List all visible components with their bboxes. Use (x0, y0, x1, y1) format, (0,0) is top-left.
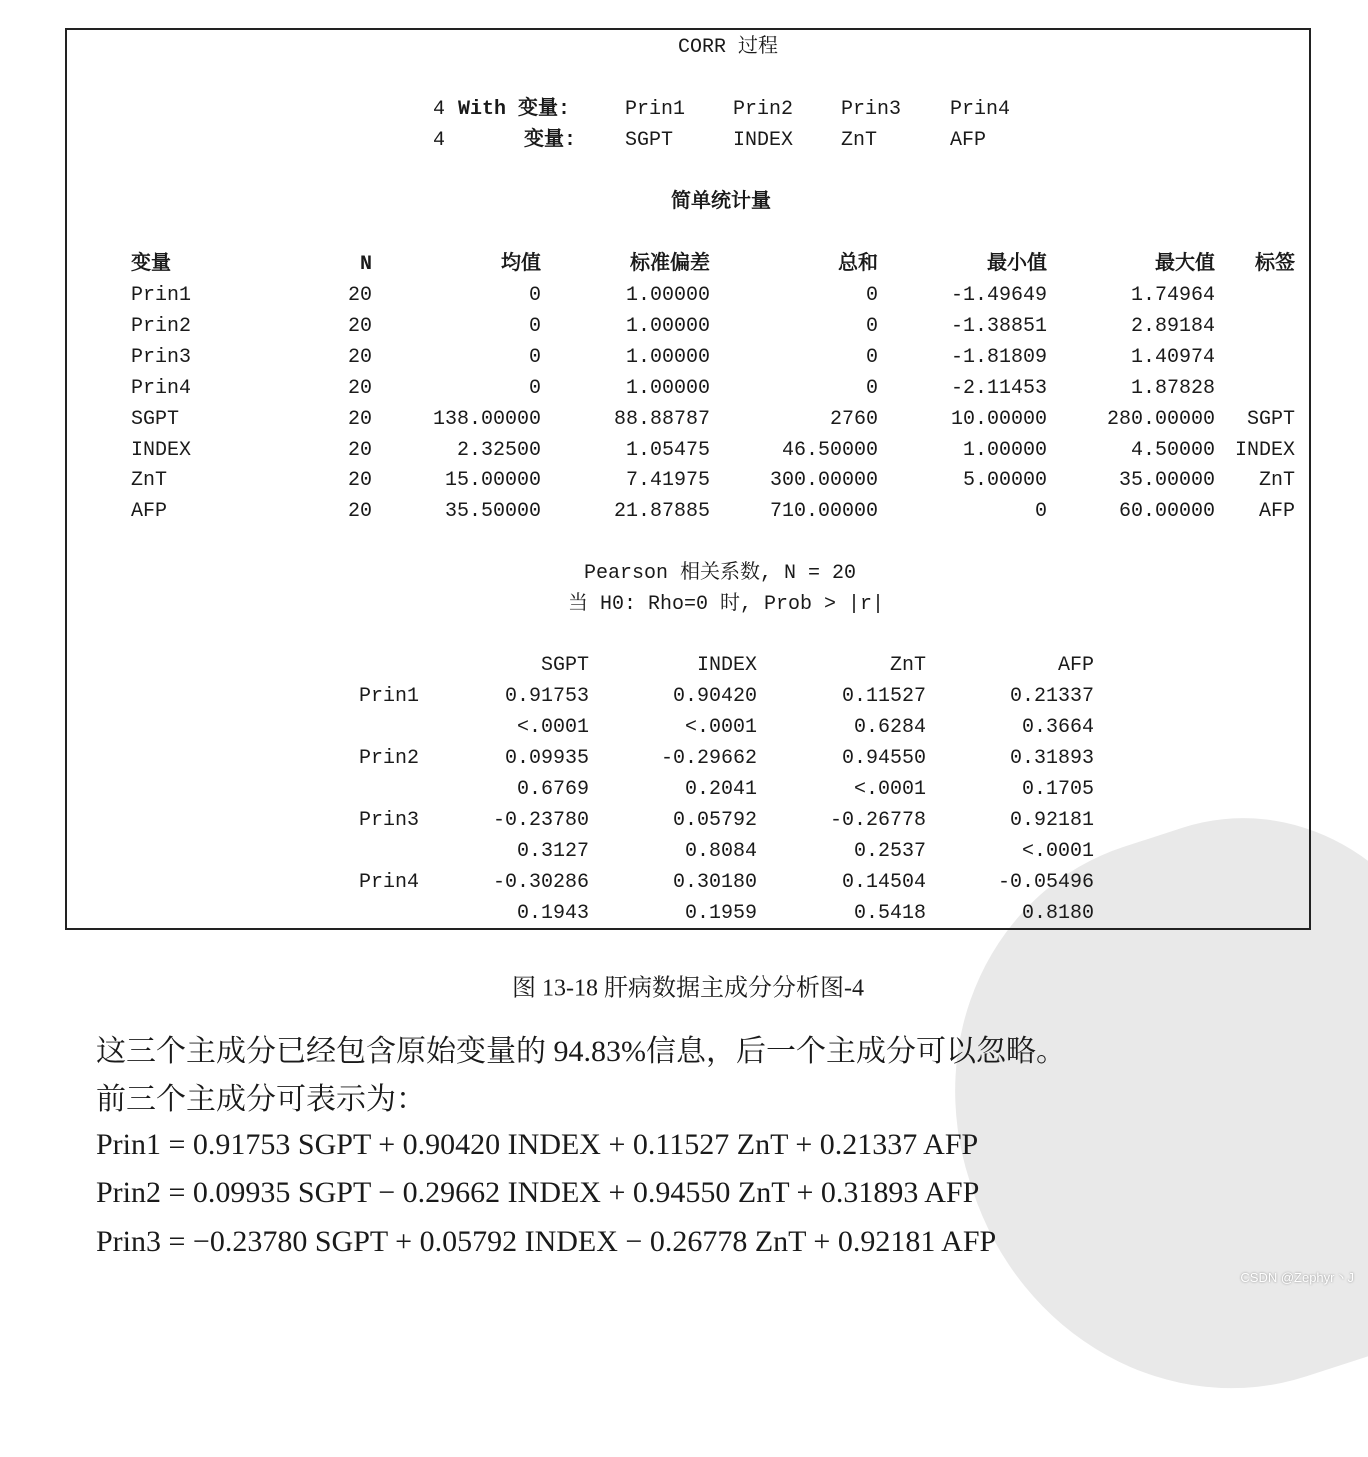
p-value-cell: 0.2537 (853, 840, 926, 863)
with-var: Prin2 (733, 98, 794, 121)
p-value-cell: <.0001 (1021, 840, 1094, 863)
stats-cell: 1.00000 (625, 314, 710, 338)
pearson-row-label: Prin2 (359, 747, 420, 770)
stats-cell: 15.00000 (444, 469, 541, 493)
stats-cell: Prin3 (131, 345, 192, 369)
stats-cell: 20 (347, 284, 372, 307)
with-var: Prin4 (950, 98, 1011, 121)
stats-header: 标签 (1255, 253, 1295, 276)
stats-cell: 0 (865, 314, 878, 338)
var-count: 4 (433, 129, 446, 152)
p-value-cell: 0.1959 (684, 902, 757, 925)
correlation-cell: -0.26778 (829, 809, 926, 832)
stats-cell: 35.00000 (1118, 469, 1215, 493)
pearson-subtitle: 当 H0: Rho=0 时, Prob > |r| (567, 593, 885, 616)
equation-prin3: Prin3 = −0.23780 SGPT + 0.05792 INDEX − 0.26778 ZnT + 0.92181 AFP (96, 1225, 997, 1258)
pearson-title: Pearson 相关系数, N = 20 (583, 562, 857, 585)
correlation-cell: -0.29662 (660, 747, 757, 770)
stats-header: 变量 (131, 253, 171, 276)
correlation-cell: 0.14504 (841, 871, 926, 894)
pearson-header: AFP (1057, 654, 1094, 677)
stats-header: 总和 (838, 253, 878, 276)
correlation-cell: -0.05496 (997, 871, 1094, 894)
pearson-header: INDEX (696, 654, 757, 677)
stats-cell: 20 (347, 376, 372, 400)
stats-cell: 138.00000 (432, 407, 541, 431)
stats-cell: 1.40974 (1130, 345, 1215, 369)
var-name: INDEX (733, 129, 794, 152)
stats-cell: 20 (347, 345, 372, 369)
stats-header: 标准偏差 (630, 253, 710, 276)
stats-cell: 280.00000 (1106, 407, 1215, 431)
stats-header: N (359, 253, 372, 276)
credit-label: CSDN @Zephyr丶J (1240, 1270, 1354, 1285)
stats-cell: ZnT (131, 469, 168, 493)
stats-cell: 1.00000 (625, 345, 710, 369)
stats-cell: -1.38851 (950, 314, 1047, 338)
correlation-cell: -0.23780 (492, 809, 589, 832)
body-line: 这三个主成分已经包含原始变量的 94.83%信息，后一个主成分可以忽略。 (96, 1035, 1066, 1068)
var-name: ZnT (841, 129, 878, 152)
pearson-row-label: Prin1 (359, 685, 420, 708)
stats-cell: 2.89184 (1130, 314, 1215, 338)
stats-cell: 1.00000 (962, 438, 1047, 462)
var-name: SGPT (625, 129, 674, 152)
stats-cell: SGPT (131, 407, 180, 431)
stats-cell: 0 (1034, 500, 1047, 524)
correlation-cell: 0.92181 (1009, 809, 1094, 832)
p-value-cell: 0.1943 (516, 902, 589, 925)
stats-cell: 0 (865, 376, 878, 400)
with-var: Prin1 (625, 98, 686, 121)
stats-cell: 21.87885 (613, 500, 710, 524)
p-value-cell: 0.6769 (516, 778, 589, 801)
stats-cell: 0 (528, 314, 541, 338)
stats-cell: 1.74964 (1130, 284, 1215, 307)
stats-header: 均值 (501, 253, 541, 276)
stats-cell: 2.32500 (456, 438, 541, 462)
stats-cell: 20 (347, 438, 372, 462)
var-name: AFP (950, 129, 987, 152)
stats-cell: 20 (347, 500, 372, 524)
stats-cell: 0 (528, 376, 541, 400)
stats-cell: 4.50000 (1130, 438, 1215, 462)
p-value-cell: <.0001 (684, 716, 757, 739)
stats-cell: 0 (528, 284, 541, 307)
stats-cell: 7.41975 (625, 469, 710, 493)
figure-caption: 图 13-18 肝病数据主成分分析图-4 (512, 975, 864, 1002)
correlation-cell: 0.05792 (672, 809, 757, 832)
stats-cell: 35.50000 (444, 500, 541, 524)
stats-cell: Prin1 (131, 284, 192, 307)
body-line: 前三个主成分可表示为： (96, 1083, 426, 1116)
stats-cell: INDEX (1234, 438, 1295, 462)
equation-prin2: Prin2 = 0.09935 SGPT − 0.29662 INDEX + 0.94550 ZnT + 0.31893 AFP (96, 1176, 980, 1209)
p-value-cell: 0.8084 (684, 840, 757, 863)
stats-cell: 2760 (829, 407, 878, 431)
stats-cell: 88.88787 (613, 407, 710, 431)
stats-cell: Prin2 (131, 314, 192, 338)
correlation-cell: -0.30286 (492, 871, 589, 894)
correlation-cell: 0.94550 (841, 747, 926, 770)
p-value-cell: 0.8180 (1021, 902, 1094, 925)
stats-cell: 710.00000 (769, 500, 878, 524)
p-value-cell: 0.6284 (853, 716, 926, 739)
stats-cell: ZnT (1258, 469, 1295, 493)
p-value-cell: 0.3127 (516, 840, 589, 863)
p-value-cell: 0.3664 (1021, 716, 1094, 739)
stats-cell: AFP (131, 500, 168, 524)
equation-prin1: Prin1 = 0.91753 SGPT + 0.90420 INDEX + 0.11527 ZnT + 0.21337 AFP (96, 1128, 979, 1161)
correlation-cell: 0.11527 (841, 685, 926, 708)
with-count: 4 (433, 98, 446, 121)
procedure-title: CORR 过程 (677, 36, 779, 59)
stats-cell: 0 (528, 345, 541, 369)
pearson-row-label: Prin4 (359, 871, 420, 894)
pearson-header: ZnT (889, 654, 926, 677)
correlation-cell: 0.21337 (1009, 685, 1094, 708)
stats-cell: 0 (865, 345, 878, 369)
stats-header: 最大值 (1155, 253, 1215, 276)
stats-cell: 60.00000 (1118, 500, 1215, 524)
stats-cell: 300.00000 (769, 469, 878, 493)
stats-cell: AFP (1258, 500, 1295, 524)
stats-cell: 20 (347, 407, 372, 431)
p-value-cell: <.0001 (853, 778, 926, 801)
correlation-cell: 0.90420 (672, 685, 757, 708)
stats-cell: 20 (347, 469, 372, 493)
stats-cell: 5.00000 (962, 469, 1047, 493)
stats-cell: Prin4 (131, 376, 192, 400)
stats-cell: -2.11453 (950, 376, 1047, 400)
stats-cell: 1.00000 (625, 376, 710, 400)
with-var: Prin3 (841, 98, 902, 121)
stats-cell: INDEX (131, 438, 192, 462)
stats-cell: 20 (347, 314, 372, 338)
stats-cell: 0 (865, 284, 878, 307)
stats-cell: SGPT (1246, 407, 1295, 431)
stats-cell: 1.00000 (625, 284, 710, 307)
stats-cell: 1.05475 (625, 438, 710, 462)
stats-cell: 10.00000 (950, 407, 1047, 431)
pearson-row-label: Prin3 (359, 809, 420, 832)
pearson-header: SGPT (540, 654, 589, 677)
correlation-cell: 0.31893 (1009, 747, 1094, 770)
stats-cell: 46.50000 (781, 438, 878, 462)
stats-cell: -1.49649 (950, 284, 1047, 307)
with-label: With 变量: (458, 98, 571, 121)
p-value-cell: 0.2041 (684, 778, 757, 801)
p-value-cell: 0.1705 (1021, 778, 1094, 801)
correlation-cell: 0.30180 (672, 871, 757, 894)
stats-header: 最小值 (987, 253, 1047, 276)
stats-cell: 1.87828 (1130, 376, 1215, 400)
simple-stats-title: 简单统计量 (671, 191, 771, 214)
p-value-cell: <.0001 (516, 716, 589, 739)
stats-cell: -1.81809 (950, 345, 1047, 369)
correlation-cell: 0.09935 (504, 747, 589, 770)
var-label: 变量: (523, 129, 576, 152)
p-value-cell: 0.5418 (853, 902, 926, 925)
correlation-cell: 0.91753 (504, 685, 589, 708)
